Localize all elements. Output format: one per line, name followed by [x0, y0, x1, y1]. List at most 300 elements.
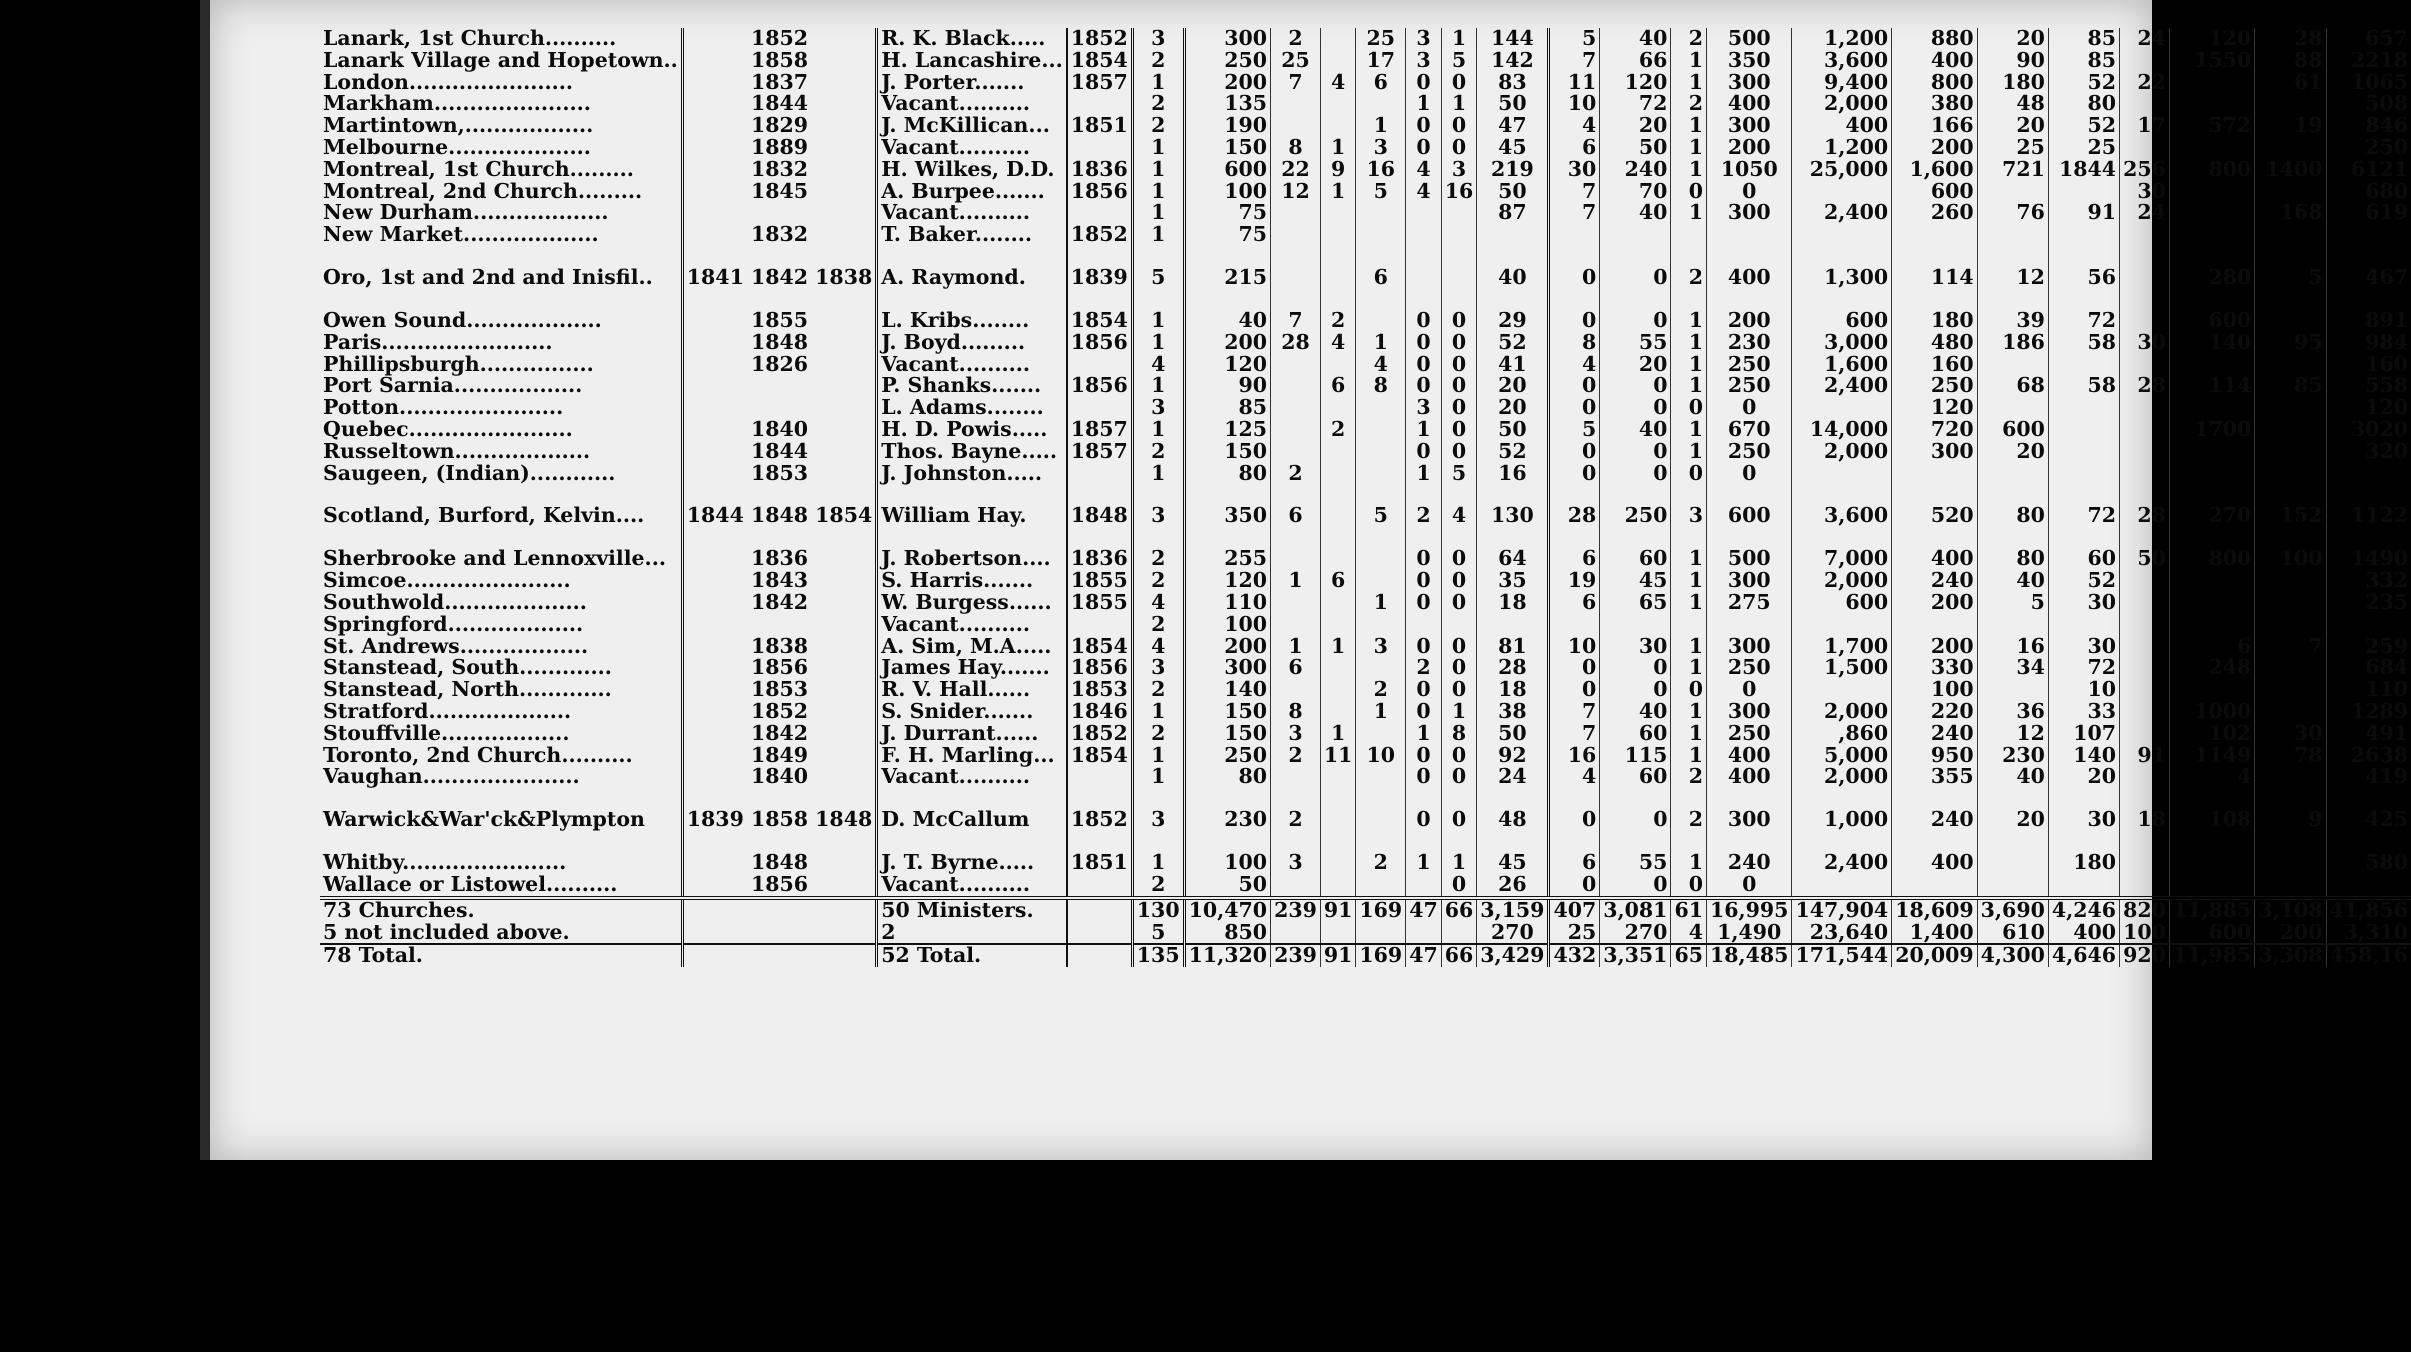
- table-row: [320, 852, 2411, 874]
- table-cell: 1: [1132, 137, 1184, 159]
- table-cell: 160: [1892, 354, 1977, 376]
- table-cell: 65: [1671, 944, 1707, 967]
- table-cell: 1853: [682, 679, 876, 701]
- table-cell: [2255, 181, 2326, 203]
- table-cell: 47: [1406, 898, 1442, 922]
- summary-row: [320, 898, 2411, 922]
- table-cell: [2120, 614, 2170, 636]
- table-cell: 0: [1406, 137, 1442, 159]
- table-cell: 72: [2048, 657, 2119, 679]
- table-cell: Vacant..........: [881, 351, 1031, 376]
- table-cell: 3,690: [1977, 898, 2048, 922]
- table-cell: [1067, 614, 1133, 636]
- table-cell: 25: [1977, 137, 2048, 159]
- table-cell: Vacant..........: [881, 611, 1031, 636]
- table-cell: 8: [1271, 701, 1321, 723]
- table-cell: 33: [2048, 701, 2119, 723]
- table-cell: [1067, 397, 1133, 419]
- table-cell: [1977, 852, 2048, 874]
- table-cell: 2: [1671, 28, 1707, 50]
- table-cell: 2: [1132, 570, 1184, 592]
- table-cell: 1: [1356, 332, 1406, 354]
- table-cell: [2255, 701, 2326, 723]
- table-cell: 1: [1271, 570, 1321, 592]
- table-cell: 7: [1549, 50, 1600, 72]
- table-cell: 432: [1549, 944, 1600, 967]
- table-cell: 61: [1671, 898, 1707, 922]
- table-cell: 85: [2048, 50, 2119, 72]
- table-cell: 72: [2048, 484, 2119, 548]
- table-cell: 72: [2048, 310, 2119, 332]
- table-cell: Stouffville..................: [323, 720, 570, 745]
- table-cell: 40: [1600, 202, 1671, 224]
- table-cell: [1320, 701, 1356, 723]
- table-cell: [1271, 397, 1321, 419]
- table-cell: [682, 922, 876, 945]
- table-cell: 87: [1477, 202, 1549, 224]
- table-cell: 150: [1224, 438, 1268, 463]
- table-cell: [1977, 224, 2048, 246]
- table-row: [320, 484, 2411, 548]
- table-cell: 58: [2048, 332, 2119, 354]
- table-cell: 0: [1406, 375, 1442, 397]
- table-cell: 2,400: [1792, 202, 1892, 224]
- table-cell: 3: [1132, 28, 1184, 50]
- table-cell: 11,885: [2169, 898, 2254, 922]
- table-cell: 25: [1356, 28, 1406, 50]
- table-cell: 80: [1238, 460, 1268, 485]
- table-cell: 180: [2048, 852, 2119, 874]
- table-cell: 891: [2326, 310, 2411, 332]
- table-cell: 3,600: [1792, 50, 1892, 72]
- table-cell: 1852: [682, 701, 876, 723]
- table-cell: [682, 375, 876, 397]
- table-cell: 2: [1671, 766, 1707, 788]
- table-cell: 85: [1238, 395, 1268, 420]
- table-cell: 85: [2048, 28, 2119, 50]
- table-cell: 1836: [1067, 159, 1133, 181]
- table-cell: 1: [1406, 723, 1442, 745]
- table-cell: P. Shanks.......: [881, 373, 1042, 398]
- table-cell: 2,000: [1792, 93, 1892, 115]
- summary-row: [320, 922, 2411, 945]
- table-cell: [1271, 592, 1321, 614]
- table-cell: [1977, 463, 2048, 485]
- table-cell: [2169, 852, 2254, 874]
- table-cell: 250: [1706, 657, 1791, 679]
- table-cell: 7: [1549, 701, 1600, 723]
- table-cell: 1: [1671, 548, 1707, 570]
- table-cell: 75: [1238, 222, 1268, 247]
- table-cell: 1844: [682, 441, 876, 463]
- table-cell: 1050: [1706, 159, 1791, 181]
- table-cell: [2048, 397, 2119, 419]
- table-cell: [1549, 224, 1600, 246]
- table-cell: 91: [1320, 898, 1356, 922]
- table-cell: 1855: [682, 310, 876, 332]
- table-cell: 1: [1671, 202, 1707, 224]
- table-cell: [1320, 246, 1356, 310]
- table-cell: 0: [1406, 310, 1442, 332]
- table-cell: H. Lancashire...: [881, 47, 1063, 72]
- table-cell: 0: [1441, 679, 1477, 701]
- table-cell: [1477, 224, 1549, 246]
- table-cell: 0: [1600, 657, 1671, 679]
- table-cell: Springford...................: [323, 611, 584, 636]
- table-cell: 256: [2120, 159, 2170, 181]
- table-cell: 0: [1600, 788, 1671, 852]
- table-cell: 26: [1477, 874, 1549, 898]
- table-cell: 2: [1671, 788, 1707, 852]
- table-cell: 70: [1600, 181, 1671, 203]
- table-cell: 85: [2255, 375, 2326, 397]
- table-cell: 1: [1132, 463, 1184, 485]
- table-cell: 0: [1549, 874, 1600, 898]
- table-cell: [2120, 224, 2170, 246]
- table-cell: 230: [1706, 332, 1791, 354]
- table-cell: J. T. Byrne.....: [881, 850, 1035, 875]
- table-cell: [2255, 397, 2326, 419]
- table-cell: 1: [1671, 72, 1707, 94]
- table-cell: [682, 397, 876, 419]
- table-cell: 110: [2326, 679, 2411, 701]
- table-cell: 3,310: [2326, 922, 2411, 945]
- table-cell: [1406, 614, 1442, 636]
- table-cell: [2169, 354, 2254, 376]
- table-cell: [1271, 419, 1321, 441]
- table-cell: 0: [1600, 375, 1671, 397]
- table-cell: 3: [1356, 137, 1406, 159]
- table-cell: 250: [1600, 484, 1671, 548]
- table-cell: [1067, 766, 1133, 788]
- table-cell: 73 Churches.: [320, 898, 682, 922]
- table-cell: 1839: [1067, 246, 1133, 310]
- table-cell: 120: [1224, 351, 1268, 376]
- table-cell: 9,400: [1792, 72, 1892, 94]
- table-cell: Vacant..........: [881, 200, 1031, 225]
- table-cell: D. McCallum: [881, 807, 1030, 832]
- table-cell: 19: [2255, 115, 2326, 137]
- table-cell: 250: [1706, 441, 1791, 463]
- table-cell: 220: [1892, 701, 1977, 723]
- table-cell: 0: [1441, 419, 1477, 441]
- table-cell: [1320, 93, 1356, 115]
- table-cell: 6: [1549, 592, 1600, 614]
- table-cell: 558: [2326, 375, 2411, 397]
- table-cell: 0: [1441, 788, 1477, 852]
- table-cell: Southwold....................: [323, 589, 587, 614]
- table-cell: 1: [1441, 852, 1477, 874]
- table-cell: 66: [1441, 944, 1477, 967]
- table-cell: 6121: [2326, 159, 2411, 181]
- table-cell: 400: [1792, 115, 1892, 137]
- table-cell: T. Baker........: [881, 222, 1032, 247]
- table-cell: 1858: [682, 50, 876, 72]
- table-cell: [1356, 922, 1406, 945]
- table-cell: 6: [1271, 657, 1321, 679]
- table-cell: 1: [1671, 657, 1707, 679]
- table-cell: Whitby.......................: [323, 850, 567, 875]
- table-cell: James Hay.......: [881, 655, 1050, 680]
- table-cell: [1271, 246, 1321, 310]
- table-cell: 11: [1320, 745, 1356, 767]
- table-cell: 6: [1320, 375, 1356, 397]
- table-cell: 5: [1132, 246, 1184, 310]
- table-cell: 0: [1406, 72, 1442, 94]
- table-cell: 4: [2169, 766, 2254, 788]
- table-cell: 1853: [682, 463, 876, 485]
- table-cell: 250: [1224, 47, 1268, 72]
- table-cell: [1977, 397, 2048, 419]
- table-cell: 1844: [682, 93, 876, 115]
- table-cell: 95: [2255, 332, 2326, 354]
- table-cell: [2255, 852, 2326, 874]
- table-cell: 52: [2048, 72, 2119, 94]
- table-cell: [1320, 852, 1356, 874]
- table-cell: Montreal, 2nd Church.........: [323, 178, 643, 203]
- table-cell: 1856: [682, 657, 876, 679]
- table-cell: 4: [1356, 354, 1406, 376]
- table-cell: 219: [1477, 159, 1549, 181]
- table-cell: 100: [1892, 679, 1977, 701]
- table-cell: [1271, 922, 1321, 945]
- table-cell: 320: [2326, 441, 2411, 463]
- table-cell: [2255, 614, 2326, 636]
- table-cell: 30: [2048, 592, 2119, 614]
- table-cell: [1320, 766, 1356, 788]
- table-cell: 16,995: [1706, 898, 1791, 922]
- table-cell: [1356, 441, 1406, 463]
- table-cell: 684: [2326, 657, 2411, 679]
- table-cell: 18: [1477, 679, 1549, 701]
- table-cell: 1: [1441, 28, 1477, 50]
- table-cell: 1000: [2169, 701, 2254, 723]
- table-cell: [1549, 614, 1600, 636]
- table-cell: [1271, 375, 1321, 397]
- table-cell: 0: [1441, 592, 1477, 614]
- table-cell: 1: [1671, 354, 1707, 376]
- table-cell: 1: [1132, 375, 1184, 397]
- table-cell: 114: [1892, 246, 1977, 310]
- table-cell: J. Robertson....: [881, 546, 1051, 571]
- table-cell: 10: [1356, 745, 1406, 767]
- table-cell: 80: [1977, 484, 2048, 548]
- table-cell: 50: [1477, 723, 1549, 745]
- table-cell: 28: [1477, 657, 1549, 679]
- table-cell: [1271, 354, 1321, 376]
- table-cell: 1857: [1067, 72, 1133, 94]
- table-cell: [2120, 310, 2170, 332]
- table-cell: 1836: [1067, 548, 1133, 570]
- table-cell: 38: [1477, 701, 1549, 723]
- table-cell: 1550: [2169, 50, 2254, 72]
- table-cell: 4,300: [1977, 944, 2048, 967]
- table-cell: 491: [2326, 723, 2411, 745]
- table-cell: 2: [1271, 28, 1321, 50]
- table-cell: 18: [2120, 788, 2170, 852]
- table-cell: 150: [1224, 720, 1268, 745]
- table-cell: 80: [1977, 548, 2048, 570]
- table-cell: 3: [1441, 159, 1477, 181]
- table-cell: 18: [1477, 592, 1549, 614]
- table-cell: 2: [1132, 115, 1184, 137]
- table-cell: 125: [1224, 416, 1268, 441]
- table-cell: 0: [1441, 441, 1477, 463]
- table-cell: [1067, 898, 1133, 922]
- table-cell: 0: [1549, 657, 1600, 679]
- table-cell: [1320, 592, 1356, 614]
- table-cell: [1441, 246, 1477, 310]
- table-cell: 30: [2255, 723, 2326, 745]
- table-cell: 1: [1671, 745, 1707, 767]
- table-cell: 1857: [1067, 441, 1133, 463]
- table-cell: 984: [2326, 332, 2411, 354]
- table-cell: [1406, 246, 1442, 310]
- table-cell: [1600, 614, 1671, 636]
- table-cell: 508: [2326, 93, 2411, 115]
- table-cell: [1067, 137, 1133, 159]
- table-cell: [1356, 657, 1406, 679]
- table-cell: 239: [1271, 898, 1321, 922]
- table-cell: [1067, 93, 1133, 115]
- table-cell: 800: [2169, 159, 2254, 181]
- table-cell: 1844 1848 1854: [682, 484, 876, 548]
- table-cell: [1441, 614, 1477, 636]
- table-row: [320, 224, 2411, 246]
- table-cell: 1: [1320, 137, 1356, 159]
- table-cell: 275: [1706, 592, 1791, 614]
- table-cell: 60: [1600, 766, 1671, 788]
- table-cell: [2120, 636, 2170, 658]
- table-cell: [2255, 354, 2326, 376]
- table-cell: 60: [1600, 548, 1671, 570]
- table-cell: 120: [1892, 397, 1977, 419]
- table-cell: 400: [1892, 548, 1977, 570]
- table-cell: [1892, 463, 1977, 485]
- table-cell: 600: [1706, 484, 1791, 548]
- table-cell: 1840: [682, 766, 876, 788]
- table-cell: 20: [1977, 788, 2048, 852]
- total-row: [320, 944, 2411, 967]
- table-cell: 1: [1671, 419, 1707, 441]
- table-cell: [2048, 419, 2119, 441]
- table-cell: [1356, 766, 1406, 788]
- table-cell: 0: [1406, 548, 1442, 570]
- table-cell: 270: [1477, 922, 1549, 945]
- table-cell: 47: [1477, 115, 1549, 137]
- table-cell: [2255, 657, 2326, 679]
- table-cell: 68: [1977, 375, 2048, 397]
- table-cell: 24: [1477, 766, 1549, 788]
- table-cell: 50: [1600, 137, 1671, 159]
- table-cell: Montreal, 1st Church.........: [323, 156, 634, 181]
- table-cell: [2255, 419, 2326, 441]
- table-cell: 3: [1406, 50, 1442, 72]
- table-cell: 80: [2048, 93, 2119, 115]
- table-cell: H. Wilkes, D.D.: [881, 156, 1055, 181]
- table-cell: 400: [1892, 852, 1977, 874]
- table-cell: 0: [1549, 441, 1600, 463]
- table-cell: 1: [1671, 310, 1707, 332]
- table-cell: 50: [1238, 871, 1268, 896]
- table-cell: [1706, 224, 1791, 246]
- table-cell: 0: [1671, 679, 1707, 701]
- table-row: [320, 202, 2411, 224]
- table-cell: 140: [1224, 677, 1268, 702]
- table-cell: 1: [1671, 592, 1707, 614]
- table-cell: 1: [1406, 419, 1442, 441]
- table-cell: 4: [1132, 592, 1184, 614]
- table-cell: 30: [2120, 332, 2170, 354]
- table-cell: 1: [1356, 592, 1406, 614]
- table-cell: 670: [1706, 419, 1791, 441]
- table-cell: 2: [1671, 93, 1707, 115]
- table-cell: 250: [1706, 375, 1791, 397]
- table-cell: Phillipsburgh................: [323, 351, 594, 376]
- table-cell: 114: [2169, 375, 2254, 397]
- table-cell: 0: [1549, 679, 1600, 701]
- table-cell: [2326, 224, 2411, 246]
- table-cell: 1: [1671, 115, 1707, 137]
- table-cell: 3: [1132, 484, 1184, 548]
- table-cell: Toronto, 2nd Church..........: [323, 742, 633, 767]
- table-cell: 20: [1977, 28, 2048, 50]
- table-cell: 0: [1600, 679, 1671, 701]
- table-cell: 0: [1406, 701, 1442, 723]
- table-cell: [2120, 679, 2170, 701]
- table-cell: 150: [1224, 134, 1268, 159]
- table-cell: New Market...................: [323, 222, 599, 247]
- table-row: [320, 397, 2411, 419]
- table-cell: 5: [1441, 50, 1477, 72]
- table-cell: [2120, 419, 2170, 441]
- table-cell: [1356, 548, 1406, 570]
- table-cell: [1356, 93, 1406, 115]
- table-cell: 22: [2120, 72, 2170, 94]
- table-cell: [2255, 679, 2326, 701]
- table-cell: 330: [1892, 657, 1977, 679]
- table-cell: 1: [1671, 137, 1707, 159]
- table-cell: [2120, 463, 2170, 485]
- table-cell: [1356, 463, 1406, 485]
- table-cell: 20: [2048, 766, 2119, 788]
- table-cell: 1856: [1067, 181, 1133, 203]
- table-cell: 200: [1706, 310, 1791, 332]
- table-cell: 240: [1892, 570, 1977, 592]
- table-cell: 180: [1892, 310, 1977, 332]
- table-cell: 50 Ministers.: [877, 898, 1067, 922]
- table-cell: 0: [1706, 679, 1791, 701]
- table-cell: 1854: [1067, 50, 1133, 72]
- table-cell: 0: [1441, 354, 1477, 376]
- table-cell: 40: [1600, 28, 1671, 50]
- table-cell: Lanark, 1st Church..........: [323, 26, 617, 50]
- table-row: [320, 354, 2411, 376]
- table-cell: [2255, 224, 2326, 246]
- table-cell: Martintown,..................: [323, 113, 594, 138]
- table-cell: 56: [2048, 246, 2119, 310]
- table-cell: [1977, 181, 2048, 203]
- table-cell: 20: [1600, 354, 1671, 376]
- table-cell: [682, 614, 876, 636]
- table-cell: 0: [1600, 874, 1671, 898]
- table-cell: 1851: [1067, 852, 1133, 874]
- table-row: [320, 570, 2411, 592]
- table-cell: [1477, 614, 1549, 636]
- table-cell: 36: [1977, 701, 2048, 723]
- table-cell: 5: [1356, 484, 1406, 548]
- table-cell: 166: [1892, 115, 1977, 137]
